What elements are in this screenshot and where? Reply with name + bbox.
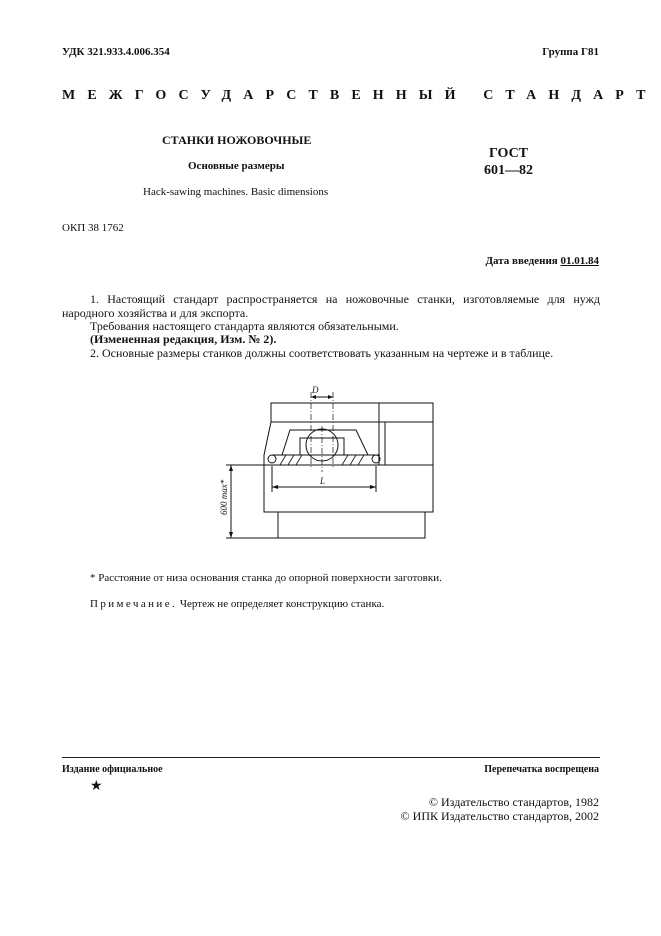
frame-right-block: [379, 422, 433, 465]
star-icon: ★: [90, 779, 103, 794]
group-code: Группа Г81: [542, 46, 599, 58]
machine-stand: [278, 512, 425, 538]
introduction-date-value: 01.01.84: [560, 255, 599, 267]
drawing-note: [90, 598, 384, 610]
udk-code: УДК 321.933.4.006.354: [62, 46, 170, 58]
copyright-2002: © ИПК Издательство стандартов, 2002: [400, 809, 599, 823]
document-title: СТАНКИ НОЖОВОЧНЫЕ: [162, 133, 312, 147]
footnote: * Расстояние от низа основания станка до опорной поверхности заготовки.: [90, 572, 442, 584]
frame-top-bar: [271, 403, 433, 422]
left-pivot: [268, 455, 276, 463]
dimension-height-label: 600 max*: [219, 479, 229, 515]
footer-divider: [62, 757, 600, 758]
dimension-l-label: L: [320, 476, 326, 486]
standard-type-heading: МЕЖГОСУДАРСТВЕННЫЙ СТАНДАРТ: [62, 88, 658, 103]
reprint-prohibited: Перепечатка воспрещена: [484, 764, 599, 775]
paragraph-1: 1. Настоящий стандарт распространяется на ножовочные станки, изготовляемые для нужд народного хозяйства и для экспорта.: [62, 292, 600, 320]
official-edition: Издание официальное: [62, 764, 163, 775]
gost-label: ГОСТ: [488, 146, 529, 161]
frame-side: [264, 422, 385, 465]
paragraph-2: Требования настоящего стандарта являются обязательными.: [90, 319, 399, 333]
copyright-1982: © Издательство стандартов, 1982: [428, 795, 599, 809]
english-title: Hack-sawing machines. Basic dimensions: [143, 186, 329, 198]
note-label: Примечание.: [90, 598, 178, 610]
machine-base: [264, 465, 433, 512]
okp-code: ОКП 38 1762: [62, 222, 124, 234]
dimension-d-label: D: [312, 385, 319, 395]
clamp-head: [282, 430, 368, 455]
note-text: Чертеж не определяет конструкцию станка.: [177, 598, 385, 610]
gost-number: 601—82: [484, 163, 533, 178]
document-subtitle: Основные размеры: [188, 160, 285, 172]
introduction-date-label: Дата введения: [485, 255, 558, 267]
paragraph-3: 2. Основные размеры станков должны соответствовать указанным на чертеже и в таблице.: [90, 346, 554, 360]
amendment-note: (Измененная редакция, Изм. № 2).: [90, 332, 277, 346]
